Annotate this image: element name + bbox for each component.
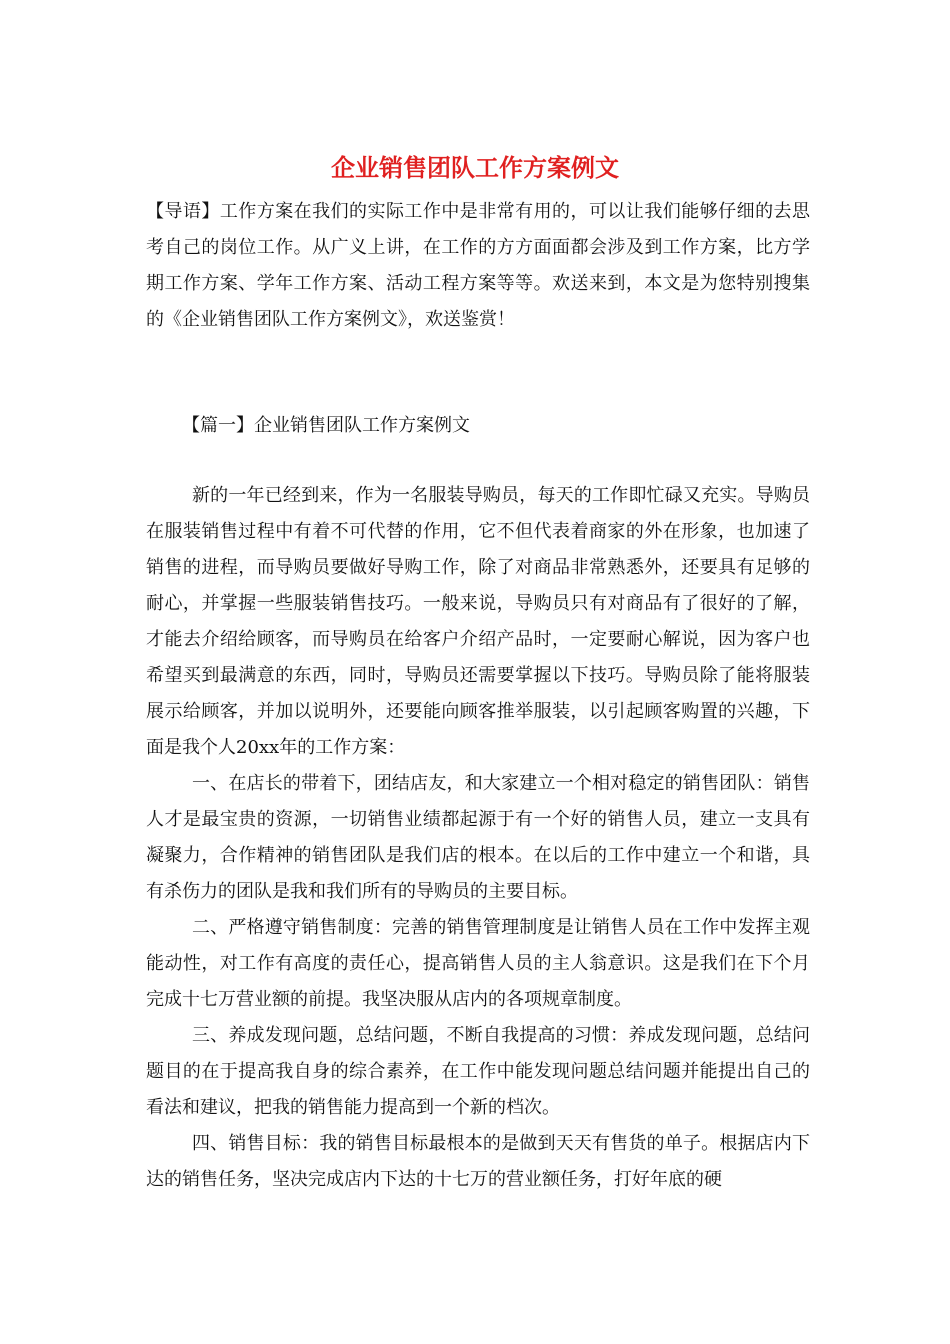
section-heading: 【篇一】企业销售团队工作方案例文 (182, 415, 470, 436)
body-paragraph: 二、严格遵守销售制度：完善的销售管理制度是让销售人员在工作中发挥主观能动性，对工作有高度的责任心，提高销售人员的主人翁意识。这是我们在下个月完成十七万营业额的前提。我坚决服从店内的各项规章制度。 (146, 917, 810, 1010)
body-paragraph: 三、养成发现问题，总结问题，不断自我提高的习惯：养成发现问题，总结问题目的在于提高我自身的综合素养，在工作中能发现问题总结问题并能提出自己的看法和建议，把我的销售能力提高到一个新的档次。 (146, 1025, 810, 1118)
intro-paragraph: 【导语】工作方案在我们的实际工作中是非常有用的，可以让我们能够仔细的去思考自己的岗位工作。从广义上讲，在工作的方方面面都会涉及到工作方案，比方学期工作方案、学年工作方案、活动工程方案等等。欢送来到，本文是为您特别搜集的《企业销售团队工作方案例文》，欢送鉴赏！ (146, 201, 810, 330)
body-paragraph: 四、销售目标：我的销售目标最根本的是做到天天有售货的单子。根据店内下达的销售任务，坚决完成店内下达的十七万的营业额任务，打好年底的硬 (146, 1133, 810, 1190)
body-paragraph: 新的一年已经到来，作为一名服装导购员，每天的工作即忙碌又充实。导购员在服装销售过程中有着不可代替的作用，它不但代表着商家的外在形象，也加速了销售的进程，而导购员要做好导购工作，除了对商品非常熟悉外，还要具有足够的耐心，并掌握一些服装销售技巧。一般来说，导购员只有对商品有了很好的了解，才能去介绍给顾客，而导购员在给客户介绍产品时，一定要耐心解说，因为客户也希望买到最满意的东西，同时，导购员还需要掌握以下技巧。导购员除了能将服装展示给顾客，并加以说明外，还要能向顾客推举服装，以引起顾客购置的兴趣，下面是我个人20xx年的工作方案： (146, 485, 810, 758)
document-title: 企业销售团队工作方案例文 (331, 153, 619, 182)
body-paragraph: 一、在店长的带着下，团结店友，和大家建立一个相对稳定的销售团队：销售人才是最宝贵的资源，一切销售业绩都起源于有一个好的销售人员，建立一支具有凝聚力，合作精神的销售团队是我们店的根本。在以后的工作中建立一个和谐，具有杀伤力的团队是我和我们所有的导购员的主要目标。 (146, 773, 810, 902)
